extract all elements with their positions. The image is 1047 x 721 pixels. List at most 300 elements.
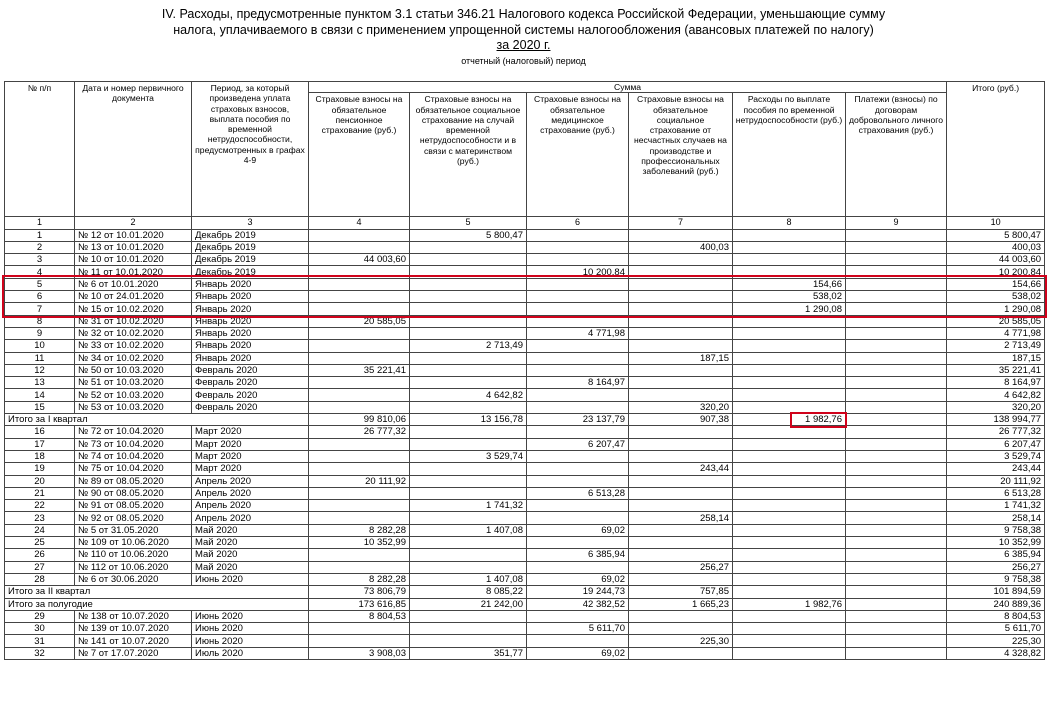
row-c9: [846, 352, 947, 364]
row-c8: [733, 364, 846, 376]
row-c4: [309, 229, 410, 241]
row-document: № 34 от 10.02.2020: [75, 352, 192, 364]
row-number: 2: [5, 241, 75, 253]
row-c4: 44 003,60: [309, 254, 410, 266]
report-title-line-1: IV. Расходы, предусмотренные пунктом 3.1 статьи 346.21 Налогового кодекса Российской Федерации, уменьшающие сумму: [161, 7, 886, 21]
col-number: 6: [527, 217, 629, 229]
row-number: 9: [5, 327, 75, 339]
row-c4: [309, 549, 410, 561]
row-period: Февраль 2020: [192, 389, 309, 401]
subtotal-label: Итого за II квартал: [5, 586, 309, 598]
row-c7: [629, 426, 733, 438]
row-c5: [410, 401, 527, 413]
row-total: 3 529,74: [947, 450, 1045, 462]
row-c9: [846, 340, 947, 352]
row-c4: [309, 401, 410, 413]
row-c4: [309, 241, 410, 253]
row-document: № 50 от 10.03.2020: [75, 364, 192, 376]
row-c5: 5 800,47: [410, 229, 527, 241]
row-c5: [410, 278, 527, 290]
row-c6: 4 771,98: [527, 327, 629, 339]
row-c9: [846, 414, 947, 426]
row-c6: 42 382,52: [527, 598, 629, 610]
row-c4: [309, 450, 410, 462]
row-number: 7: [5, 303, 75, 315]
row-c7: [629, 623, 733, 635]
row-c5: [410, 426, 527, 438]
row-c8: 1 290,08: [733, 303, 846, 315]
row-c6: [527, 389, 629, 401]
row-document: № 109 от 10.06.2020: [75, 537, 192, 549]
row-c9: [846, 561, 947, 573]
row-number: 12: [5, 364, 75, 376]
row-total: 258,14: [947, 512, 1045, 524]
row-c4: [309, 340, 410, 352]
row-c7: [629, 475, 733, 487]
row-c6: [527, 352, 629, 364]
col-number: 10: [947, 217, 1045, 229]
row-c4: 20 111,92: [309, 475, 410, 487]
row-document: № 33 от 10.02.2020: [75, 340, 192, 352]
row-c5: 1 407,08: [410, 524, 527, 536]
row-c5: 2 713,49: [410, 340, 527, 352]
row-total: 8 164,97: [947, 377, 1045, 389]
row-c7: [629, 610, 733, 622]
row-c9: [846, 254, 947, 266]
row-c6: [527, 610, 629, 622]
row-total: 256,27: [947, 561, 1045, 573]
row-c5: [410, 438, 527, 450]
row-document: № 112 от 10.06.2020: [75, 561, 192, 573]
row-c5: [410, 364, 527, 376]
row-number: 14: [5, 389, 75, 401]
col-header-period: Период, за который произведена уплата страховых взносов, выплата пособия по временной нетрудоспособности, предусмотренных в графах 4-9: [192, 82, 309, 217]
row-c9: [846, 377, 947, 389]
row-c5: [410, 315, 527, 327]
row-c8: [733, 327, 846, 339]
row-number: 26: [5, 549, 75, 561]
row-c9: [846, 303, 947, 315]
row-number: 6: [5, 291, 75, 303]
row-number: 13: [5, 377, 75, 389]
row-number: 15: [5, 401, 75, 413]
table-row: [5, 475, 1045, 487]
row-c8: [733, 315, 846, 327]
report-year: за 2020 г.: [496, 38, 551, 52]
row-total: 6 513,28: [947, 487, 1045, 499]
row-c8: [733, 524, 846, 536]
row-number: 27: [5, 561, 75, 573]
row-c6: [527, 241, 629, 253]
row-c6: [527, 426, 629, 438]
row-document: № 31 от 10.02.2020: [75, 315, 192, 327]
subtotal-row: [5, 598, 1045, 610]
row-c7: 225,30: [629, 635, 733, 647]
table-row: [5, 500, 1045, 512]
row-total: 538,02: [947, 291, 1045, 303]
row-c6: 8 164,97: [527, 377, 629, 389]
row-c7: 256,27: [629, 561, 733, 573]
row-c6: 6 513,28: [527, 487, 629, 499]
row-period: Июнь 2020: [192, 635, 309, 647]
row-c8: [733, 561, 846, 573]
row-c4: [309, 278, 410, 290]
row-number: 22: [5, 500, 75, 512]
table-row: [5, 450, 1045, 462]
table-row: [5, 463, 1045, 475]
row-c8: [733, 549, 846, 561]
row-c6: [527, 254, 629, 266]
row-document: № 72 от 10.04.2020: [75, 426, 192, 438]
table-row: [5, 352, 1045, 364]
table-row: [5, 426, 1045, 438]
row-c8: [733, 586, 846, 598]
table-row: [5, 229, 1045, 241]
row-c7: [629, 573, 733, 585]
row-period: Декабрь 2019: [192, 266, 309, 278]
row-c6: 6 207,47: [527, 438, 629, 450]
row-document: № 53 от 10.03.2020: [75, 401, 192, 413]
row-total: 4 328,82: [947, 647, 1045, 659]
row-period: Январь 2020: [192, 278, 309, 290]
row-c4: 99 810,06: [309, 414, 410, 426]
row-period: Апрель 2020: [192, 512, 309, 524]
col-number: 5: [410, 217, 527, 229]
row-c8: [733, 450, 846, 462]
row-number: 16: [5, 426, 75, 438]
row-c5: 1 741,32: [410, 500, 527, 512]
table-row: [5, 389, 1045, 401]
row-c9: [846, 598, 947, 610]
row-total: 35 221,41: [947, 364, 1045, 376]
row-c8: [733, 401, 846, 413]
row-c5: 351,77: [410, 647, 527, 659]
subtotal-row: [5, 414, 1045, 426]
row-period: Май 2020: [192, 524, 309, 536]
row-c4: [309, 635, 410, 647]
row-c4: [309, 500, 410, 512]
row-c8: [733, 438, 846, 450]
row-period: Апрель 2020: [192, 500, 309, 512]
row-c4: 173 616,85: [309, 598, 410, 610]
row-c8: [733, 389, 846, 401]
row-c6: 23 137,79: [527, 414, 629, 426]
row-c4: 10 352,99: [309, 537, 410, 549]
row-number: 24: [5, 524, 75, 536]
row-c9: [846, 475, 947, 487]
row-total: 154,66: [947, 278, 1045, 290]
row-c7: 258,14: [629, 512, 733, 524]
col-header-c8: Расходы по выплате пособия по временной нетрудоспособности (руб.): [733, 93, 846, 217]
row-c8: [733, 573, 846, 585]
row-period: Март 2020: [192, 463, 309, 475]
row-c4: 26 777,32: [309, 426, 410, 438]
row-document: № 52 от 10.03.2020: [75, 389, 192, 401]
row-c6: [527, 364, 629, 376]
row-document: № 74 от 10.04.2020: [75, 450, 192, 462]
row-c5: [410, 303, 527, 315]
table-row: [5, 524, 1045, 536]
row-c5: [410, 487, 527, 499]
table-row: [5, 278, 1045, 290]
row-c4: 73 806,79: [309, 586, 410, 598]
row-c5: [410, 254, 527, 266]
row-c5: [410, 623, 527, 635]
row-period: Январь 2020: [192, 327, 309, 339]
row-c6: 5 611,70: [527, 623, 629, 635]
row-total: 6 207,47: [947, 438, 1045, 450]
row-total: 240 889,36: [947, 598, 1045, 610]
row-number: 30: [5, 623, 75, 635]
row-c8: [733, 610, 846, 622]
col-header-sum: Сумма: [309, 82, 947, 93]
row-c6: [527, 315, 629, 327]
row-c5: 13 156,78: [410, 414, 527, 426]
table-row: [5, 623, 1045, 635]
row-period: Январь 2020: [192, 291, 309, 303]
table-row: [5, 561, 1045, 573]
row-period: Март 2020: [192, 426, 309, 438]
row-c8: 538,02: [733, 291, 846, 303]
row-c8: [733, 426, 846, 438]
row-total: 20 585,05: [947, 315, 1045, 327]
row-c9: [846, 524, 947, 536]
col-header-c9: Платежи (взносы) по договорам добровольного личного страхования (руб.): [846, 93, 947, 217]
row-c9: [846, 573, 947, 585]
row-c7: 757,85: [629, 586, 733, 598]
table-row: [5, 340, 1045, 352]
row-c7: [629, 450, 733, 462]
row-total: 5 611,70: [947, 623, 1045, 635]
row-c6: [527, 475, 629, 487]
row-number: 31: [5, 635, 75, 647]
row-c5: [410, 610, 527, 622]
header-row-1: [5, 82, 1045, 93]
row-c8: 1 982,76: [733, 598, 846, 610]
row-c9: [846, 438, 947, 450]
row-document: № 141 от 10.07.2020: [75, 635, 192, 647]
row-total: 4 642,82: [947, 389, 1045, 401]
row-number: 11: [5, 352, 75, 364]
row-c5: [410, 537, 527, 549]
row-period: Февраль 2020: [192, 364, 309, 376]
row-c5: [410, 512, 527, 524]
row-period: Май 2020: [192, 537, 309, 549]
col-number: 2: [75, 217, 192, 229]
row-c4: [309, 352, 410, 364]
row-c7: [629, 647, 733, 659]
row-c7: [629, 524, 733, 536]
table-row: [5, 241, 1045, 253]
row-period: Май 2020: [192, 549, 309, 561]
row-c7: 243,44: [629, 463, 733, 475]
row-c7: [629, 549, 733, 561]
row-c5: [410, 241, 527, 253]
table-row: [5, 438, 1045, 450]
row-c4: 8 804,53: [309, 610, 410, 622]
row-c9: [846, 315, 947, 327]
row-c4: [309, 389, 410, 401]
row-document: № 91 от 08.05.2020: [75, 500, 192, 512]
row-c5: [410, 635, 527, 647]
row-document: № 73 от 10.04.2020: [75, 438, 192, 450]
row-period: Апрель 2020: [192, 475, 309, 487]
report-period-label: отчетный (налоговый) период: [461, 56, 586, 66]
row-document: № 139 от 10.07.2020: [75, 623, 192, 635]
row-c9: [846, 401, 947, 413]
row-total: 6 385,94: [947, 549, 1045, 561]
row-c9: [846, 463, 947, 475]
row-c6: [527, 278, 629, 290]
table-row: [5, 401, 1045, 413]
row-c6: [527, 463, 629, 475]
table-row: [5, 291, 1045, 303]
row-c4: [309, 303, 410, 315]
row-document: № 90 от 08.05.2020: [75, 487, 192, 499]
row-number: 1: [5, 229, 75, 241]
row-total: 5 800,47: [947, 229, 1045, 241]
row-c7: [629, 327, 733, 339]
col-number: 9: [846, 217, 947, 229]
row-document: № 6 от 10.01.2020: [75, 278, 192, 290]
row-c7: 320,20: [629, 401, 733, 413]
row-c5: 21 242,00: [410, 598, 527, 610]
row-number: 28: [5, 573, 75, 585]
row-c6: [527, 537, 629, 549]
row-total: 1 741,32: [947, 500, 1045, 512]
row-c8: [733, 266, 846, 278]
row-c7: [629, 487, 733, 499]
row-total: 138 994,77: [947, 414, 1045, 426]
row-c5: [410, 291, 527, 303]
row-period: Март 2020: [192, 450, 309, 462]
row-period: Январь 2020: [192, 340, 309, 352]
row-c8: [733, 463, 846, 475]
row-c7: 907,38: [629, 414, 733, 426]
row-c6: [527, 450, 629, 462]
row-number: 17: [5, 438, 75, 450]
row-c4: [309, 487, 410, 499]
column-number-row: [5, 217, 1045, 229]
row-c6: 6 385,94: [527, 549, 629, 561]
row-c8: [733, 623, 846, 635]
row-document: № 13 от 10.01.2020: [75, 241, 192, 253]
table-row: [5, 647, 1045, 659]
row-c8: [733, 475, 846, 487]
table-row: [5, 610, 1045, 622]
row-document: № 5 от 31.05.2020: [75, 524, 192, 536]
report-title-line-2: налога, уплачиваемого в связи с применением упрощенной системы налогообложения (авансовых платежей по налогу): [173, 23, 874, 37]
row-period: Июнь 2020: [192, 610, 309, 622]
row-c9: [846, 364, 947, 376]
row-c8: [733, 340, 846, 352]
row-c9: [846, 487, 947, 499]
row-document: № 15 от 10.02.2020: [75, 303, 192, 315]
row-c7: [629, 438, 733, 450]
row-c4: [309, 512, 410, 524]
col-number: 7: [629, 217, 733, 229]
table-row: [5, 487, 1045, 499]
row-c5: [410, 327, 527, 339]
row-c8: [733, 500, 846, 512]
row-c9: [846, 586, 947, 598]
row-total: 187,15: [947, 352, 1045, 364]
table-row: [5, 537, 1045, 549]
col-number: 3: [192, 217, 309, 229]
row-c6: 69,02: [527, 524, 629, 536]
row-number: 8: [5, 315, 75, 327]
row-c6: 10 200,84: [527, 266, 629, 278]
row-c6: [527, 512, 629, 524]
row-c7: [629, 340, 733, 352]
col-header-c4: Страховые взносы на обязательное пенсионное страхование (руб.): [309, 93, 410, 217]
row-number: 3: [5, 254, 75, 266]
row-c8: [733, 352, 846, 364]
subtotal-label: Итого за I квартал: [5, 414, 309, 426]
row-c9: [846, 389, 947, 401]
row-c9: [846, 229, 947, 241]
row-period: Июнь 2020: [192, 623, 309, 635]
col-header-c6: Страховые взносы на обязательное медицинское страхование (руб.): [527, 93, 629, 217]
row-number: 25: [5, 537, 75, 549]
col-number: 8: [733, 217, 846, 229]
row-c6: [527, 401, 629, 413]
row-c7: 187,15: [629, 352, 733, 364]
row-c9: [846, 610, 947, 622]
table-row: [5, 303, 1045, 315]
row-c8: [733, 254, 846, 266]
row-c7: [629, 315, 733, 327]
row-c5: [410, 377, 527, 389]
row-document: № 75 от 10.04.2020: [75, 463, 192, 475]
row-c4: 20 585,05: [309, 315, 410, 327]
table-row: [5, 573, 1045, 585]
row-c4: 8 282,28: [309, 524, 410, 536]
row-c8: [733, 647, 846, 659]
row-c4: [309, 561, 410, 573]
row-c9: [846, 241, 947, 253]
row-total: 9 758,38: [947, 573, 1045, 585]
row-period: Июль 2020: [192, 647, 309, 659]
row-c8: [733, 229, 846, 241]
row-period: Март 2020: [192, 438, 309, 450]
row-c4: [309, 327, 410, 339]
table-row: [5, 512, 1045, 524]
row-c9: [846, 450, 947, 462]
row-c9: [846, 426, 947, 438]
row-c4: 3 908,03: [309, 647, 410, 659]
row-total: 26 777,32: [947, 426, 1045, 438]
row-document: № 138 от 10.07.2020: [75, 610, 192, 622]
row-c7: [629, 377, 733, 389]
row-c4: 8 282,28: [309, 573, 410, 585]
row-c5: [410, 352, 527, 364]
row-total: 243,44: [947, 463, 1045, 475]
row-number: 20: [5, 475, 75, 487]
row-period: Декабрь 2019: [192, 229, 309, 241]
row-c4: [309, 377, 410, 389]
row-c9: [846, 537, 947, 549]
row-document: № 10 от 10.01.2020: [75, 254, 192, 266]
row-c6: [527, 340, 629, 352]
col-header-total: Итого (руб.): [947, 82, 1045, 217]
row-total: 10 200,84: [947, 266, 1045, 278]
row-c8: [733, 241, 846, 253]
row-total: 44 003,60: [947, 254, 1045, 266]
row-c8: [733, 537, 846, 549]
report-header: [0, 6, 1047, 67]
row-c6: [527, 229, 629, 241]
